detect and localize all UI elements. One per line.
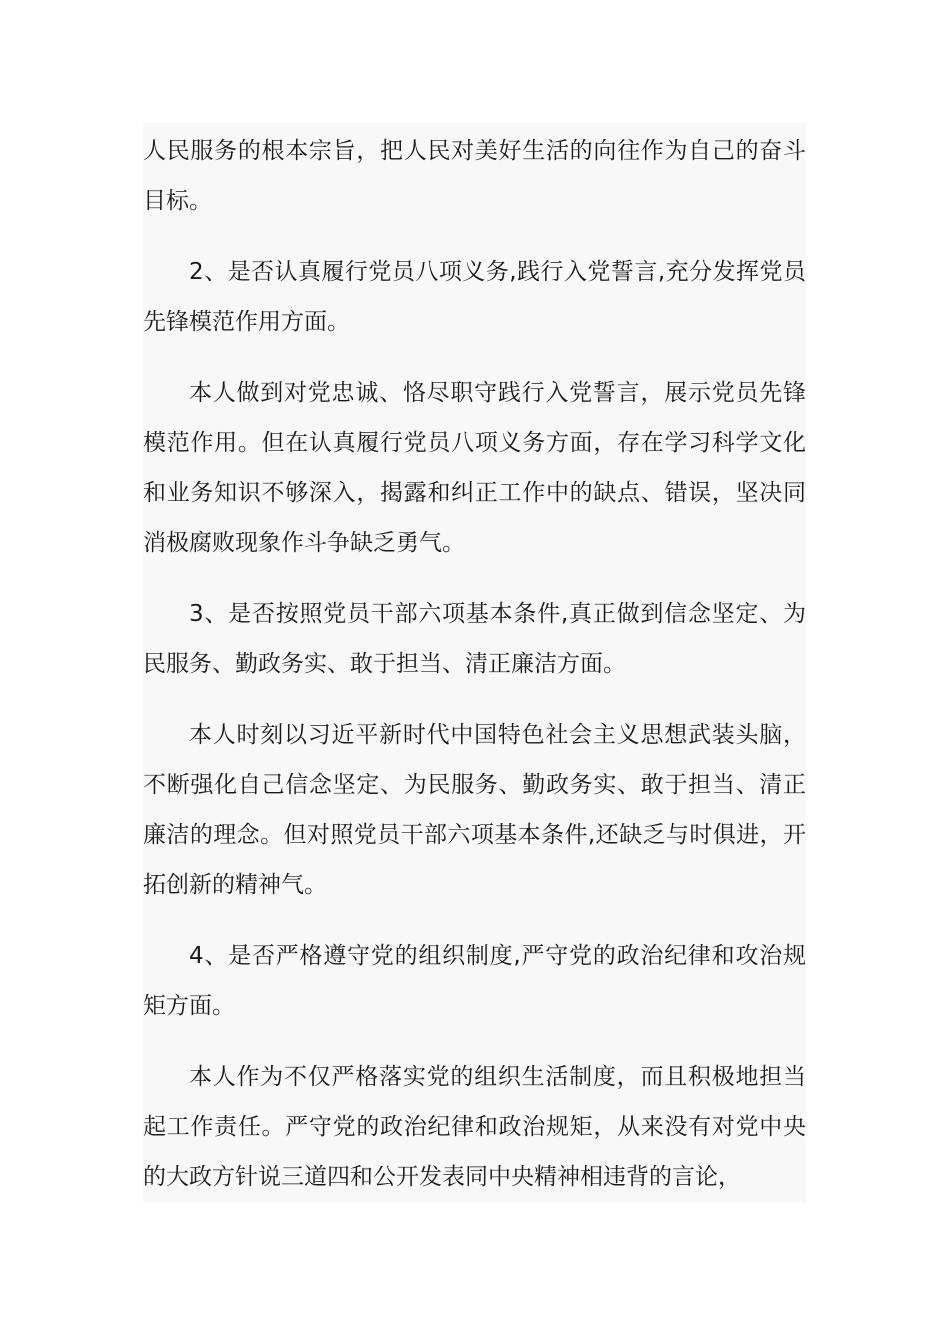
paragraph-response-4: 本人作为不仅严格落实党的组织生活制度，而且积极地担当起工作责任。严守党的政治纪律和政治规矩，从来没有对党中央的大政方针说三道四和公开发表同中央精神相违背的言论， [143,1064,806,1190]
paragraph-continuation: 人民服务的根本宗旨，把人民对美好生活的向往作为自己的奋斗目标。 [143,138,806,214]
paragraph-item-3: 3、是否按照党员干部六项基本条件,真正做到信念坚定、为民服务、勤政务实、敢于担当、清正廉洁方面。 [143,601,806,677]
paragraph-response-2: 本人做到对党忠诚、恪尽职守践行入党誓言，展示党员先锋模范作用。但在认真履行党员八项义务方面，存在学习科学文化和业务知识不够深入，揭露和纠正工作中的缺点、错误，坚决同消极腐败现象作斗争缺乏勇气。 [143,380,806,556]
paragraph-item-4: 4、是否严格遵守党的组织制度,严守党的政治纪律和攻治规矩方面。 [143,943,806,1019]
document-body [143,123,806,1203]
paragraph-response-3: 本人时刻以习近平新时代中国特色社会主义思想武装头脑，不断强化自己信念坚定、为民服务、勤政务实、敢于担当、清正廉洁的理念。但对照党员干部六项基本条件,还缺乏与时俱进，开拓创新的精神气。 [143,722,806,898]
paragraph-item-2: 2、是否认真履行党员八项义务,践行入党誓言,充分发挥党员先锋模范作用方面。 [143,259,806,335]
